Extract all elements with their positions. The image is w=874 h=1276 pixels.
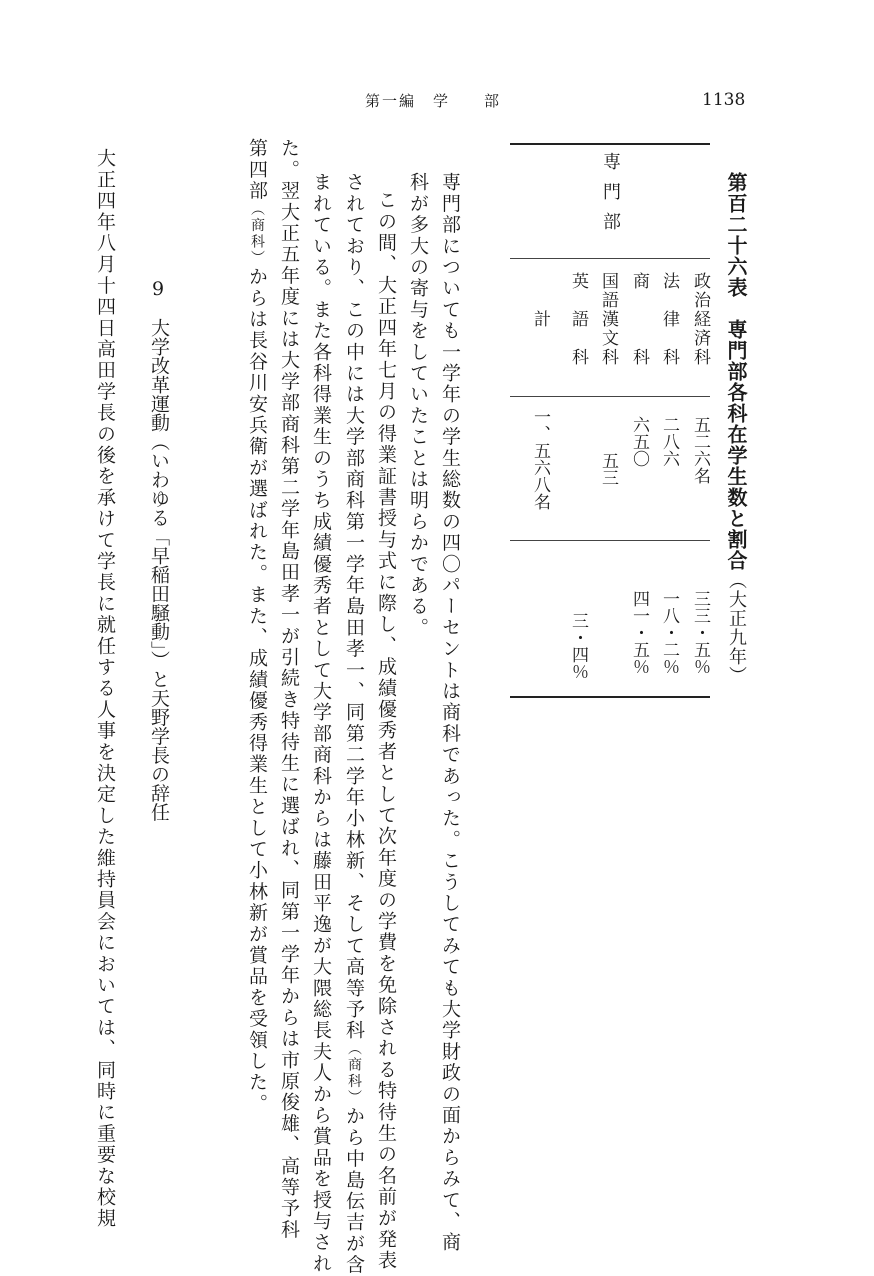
- table-row-percent: 三・四％: [568, 612, 588, 680]
- body-text: から中島伝吉が含: [343, 1106, 365, 1276]
- table-title-sub: （大正九年）: [726, 571, 747, 685]
- body-line: この間、大正四年七月の得業証書授与式に際し、成績優秀者として次年度の学費を免除される特待生の名前が発表: [375, 190, 397, 1272]
- table-row-count: 六五〇: [629, 416, 649, 467]
- body-text: からは長谷川安兵衛が選ばれた。また、成績優秀得業生として小林新が賞品を受領した。: [246, 266, 268, 1115]
- table-row-count: 五三: [598, 452, 618, 486]
- table-title-main: 第百二十六表 専門部各科在学生数と割合: [724, 172, 748, 571]
- table-total-count: 一、五六八名: [530, 408, 550, 510]
- body-text: 第四部: [246, 138, 268, 202]
- table-dept-header: 専門部: [600, 152, 621, 242]
- body-line: [341, 172, 368, 1276]
- section-title: 大学改革運動（いわゆる「早稲田騒動」）と天野学長の辞任: [148, 318, 170, 822]
- table-divider: [510, 258, 710, 259]
- running-header: 第一編 学 部: [365, 92, 502, 110]
- section-number: 9: [152, 278, 165, 300]
- body-line: 科が多大の寄与をしていたことは明らかである。: [407, 172, 429, 639]
- table-divider: [510, 540, 710, 541]
- table-row-name: 英 語 科: [568, 272, 588, 367]
- page-number: 1138: [702, 90, 746, 110]
- table-row-name: 商 科: [629, 272, 649, 367]
- body-line: た。翌大正五年度には大学部商科第二学年島田孝一が引続き特待生に選ばれ、同第一学年からは市原俊雄、高等予科: [278, 138, 300, 1241]
- table-title: [722, 172, 751, 685]
- table-row-count: 二八六: [659, 416, 679, 467]
- table-row-percent: 三三・五％: [690, 590, 710, 675]
- table-row-percent: 四一・五％: [629, 590, 649, 675]
- table-row-name: 法 律 科: [659, 272, 679, 367]
- body-line: 大正四年八月十四日高田学長の後を承けて学長に就任する人事を決定した維持員会においては、同時に重要な校規: [94, 148, 116, 1230]
- table-total-label: 計: [530, 310, 550, 329]
- table-row-name: 政治経済科: [690, 272, 710, 367]
- table-row-count: 五二六名: [690, 416, 710, 484]
- table-row-name: 国語漢文科: [598, 272, 618, 367]
- body-line: 専門部についても一学年の学生総数の四〇パーセントは商科であった。こうしてみても大学財政の面からみて、商: [439, 172, 461, 1254]
- body-line: [244, 138, 271, 1114]
- table-row-percent: 一八・二％: [659, 590, 679, 675]
- table-divider: [510, 396, 710, 397]
- body-text: されており、この中には大学部商科第一学年島田孝一、同第二学年小林新、そして高等予科: [343, 172, 365, 1042]
- body-note: （商科）: [249, 201, 265, 267]
- body-line: まれている。また各科得業生のうち成績優秀者として大学部商科からは藤田平逸が大隈総長夫人から賞品を授与され: [310, 172, 332, 1275]
- body-note: （商科）: [346, 1041, 362, 1107]
